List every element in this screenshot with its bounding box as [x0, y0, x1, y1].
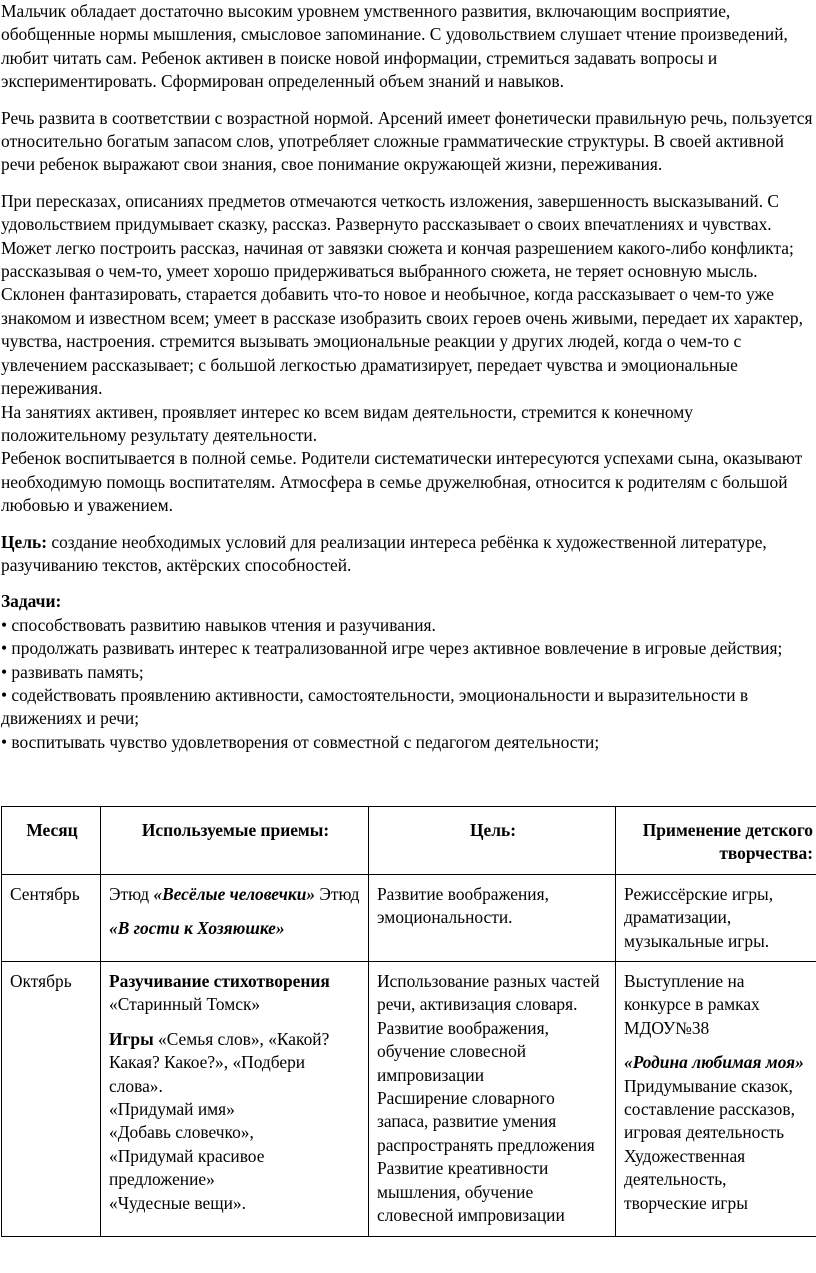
method-title: «Весёлые человечки» — [153, 883, 316, 904]
methods-cell — [101, 874, 369, 961]
method-text: «Придумай красивое предложение» — [109, 1145, 265, 1190]
task-item: • развивать память; — [1, 661, 144, 682]
goal-cell: Развитие воображения, эмоциональности. — [369, 874, 616, 961]
application-cell — [616, 962, 816, 1236]
goal-text: Развитие воображения, обучение словесной импровизации — [377, 1017, 549, 1085]
method-title: «В гости к Хозяюшке» — [109, 918, 285, 939]
methods-line — [109, 1028, 362, 1098]
goal-label: Цель: — [1, 531, 47, 552]
method-label: Разучивание стихотворения — [109, 971, 330, 992]
methods-line — [109, 883, 362, 906]
method-text: «Старинный Томск» — [109, 994, 261, 1015]
application-cell: Режиссёрские игры, драматизации, музыкальные игры. — [616, 874, 816, 961]
header-methods: Используемые приемы: — [101, 807, 369, 875]
header-month: Месяц — [2, 807, 101, 875]
task-item: • содействовать проявлению активности, самостоятельности, эмоциональности и выразительности в движениях и речи; — [1, 684, 749, 729]
application-text: Художественная деятельность, творческие игры — [624, 1145, 748, 1213]
method-text: «Семья слов», «Какой? Какая? Какое?», «Подбери слова». — [109, 1028, 330, 1096]
table-header-row — [2, 807, 816, 875]
table-row — [2, 962, 816, 1236]
method-text: Этюд — [109, 883, 154, 904]
month-cell: Октябрь — [2, 962, 101, 1236]
tasks-label: Задачи: — [1, 591, 62, 612]
methods-line — [109, 970, 362, 1017]
paragraph-speech: Речь развита в соответствии с возрастной нормой. Арсений имеет фонетически правильную речь, пользуется относительно богатым запасом слов, употребляет сложные грамматические структуры. В своей активной речи ребенок выражают свои знания, свое понимание окружающей жизни, переживания. — [1, 107, 813, 175]
method-text: Этюд — [315, 883, 360, 904]
goal-cell — [369, 962, 616, 1236]
methods-cell — [101, 962, 369, 1236]
application-text: Выступление на конкурсе в рамках МДОУ№38 — [624, 971, 760, 1038]
task-item: • воспитывать чувство удовлетворения от совместной с педагогом деятельности; — [1, 731, 600, 752]
paragraph-retelling: При пересказах, описаниях предметов отмечаются четкость изложения, завершенность высказываний. С удовольствием придумывает сказку, рассказ. Развернуто рассказывает о своих впечатлениях и чувствах. Может легко построить рассказ, начиная от завязки сюжета и кончая разрешением какого-либо конфликта; рассказывая о чем-то, умеет хорошо придерживаться выбранного сюжета, не теряет основную мысль. Склонен фантазировать, старается добавить что-то новое и необычное, когда рассказывает о чем-то уже знакомом и известном всем; умеет в рассказе изобразить своих героев очень живыми, передает их характер, чувства, настроения. стремится вызывать эмоциональные реакции у других людей, когда о чем-то с увлечением рассказывает; с большой легкостью драматизирует, передает чувства и эмоциональные переживания. — [1, 190, 803, 399]
table-row — [2, 874, 816, 961]
application-line — [624, 1051, 810, 1145]
paragraph-cognitive: Мальчик обладает достаточно высоким уровнем умственного развития, включающим восприятие, обобщенные нормы мышления, смысловое запоминание. С удовольствием слушает чтение произведений, любит читать сам. Ребенок активен в поиске новой информации, стремиться задавать вопросы и экспериментировать. Сформирован определенный объем знаний и навыков. — [1, 1, 788, 92]
plan-table — [1, 806, 816, 1237]
method-label: Игры — [109, 1028, 154, 1049]
application-title: «Родина любимая моя» — [624, 1052, 804, 1073]
goal-text: Развитие креативности мышления, обучение словесной импровизации — [377, 1158, 565, 1226]
goal-text: Расширение словарного запаса, развитие умения распространять предложения — [377, 1088, 595, 1155]
method-text: «Добавь словечко», — [109, 1122, 254, 1143]
paragraph-activity: На занятиях активен, проявляет интерес ко всем видам деятельности, стремится к конечному положительному результату деятельности. — [1, 401, 693, 445]
task-item: • продолжать развивать интерес к театрализованной игре через активное вовлечение в игровые действия; — [1, 638, 783, 659]
header-goal: Цель: — [369, 807, 616, 875]
application-text: Придумывание сказок, составление рассказов, игровая деятельность — [624, 1075, 795, 1143]
month-cell: Сентябрь — [2, 874, 101, 961]
method-text: «Придумай имя» — [109, 1099, 235, 1120]
goal-paragraph — [0, 531, 816, 578]
task-item: • способствовать развитию навыков чтения и разучивания. — [1, 614, 436, 635]
goal-text: создание необходимых условий для реализации интереса ребёнка к художественной литературе, разучиванию текстов, актёрских способностей. — [1, 531, 767, 575]
paragraph-family: Ребенок воспитывается в полной семье. Родители систематически интересуются успехами сына, оказывают необходимую помощь воспитателям. Атмосфера в семье дружелюбная, относится к родителям с большой любовью и уважением. — [1, 448, 803, 516]
goal-text: Использование разных частей речи, активизация словаря. — [377, 971, 600, 1015]
method-text: «Чудесные вещи». — [109, 1192, 246, 1213]
header-application: Применение детского творчества: — [616, 807, 816, 875]
